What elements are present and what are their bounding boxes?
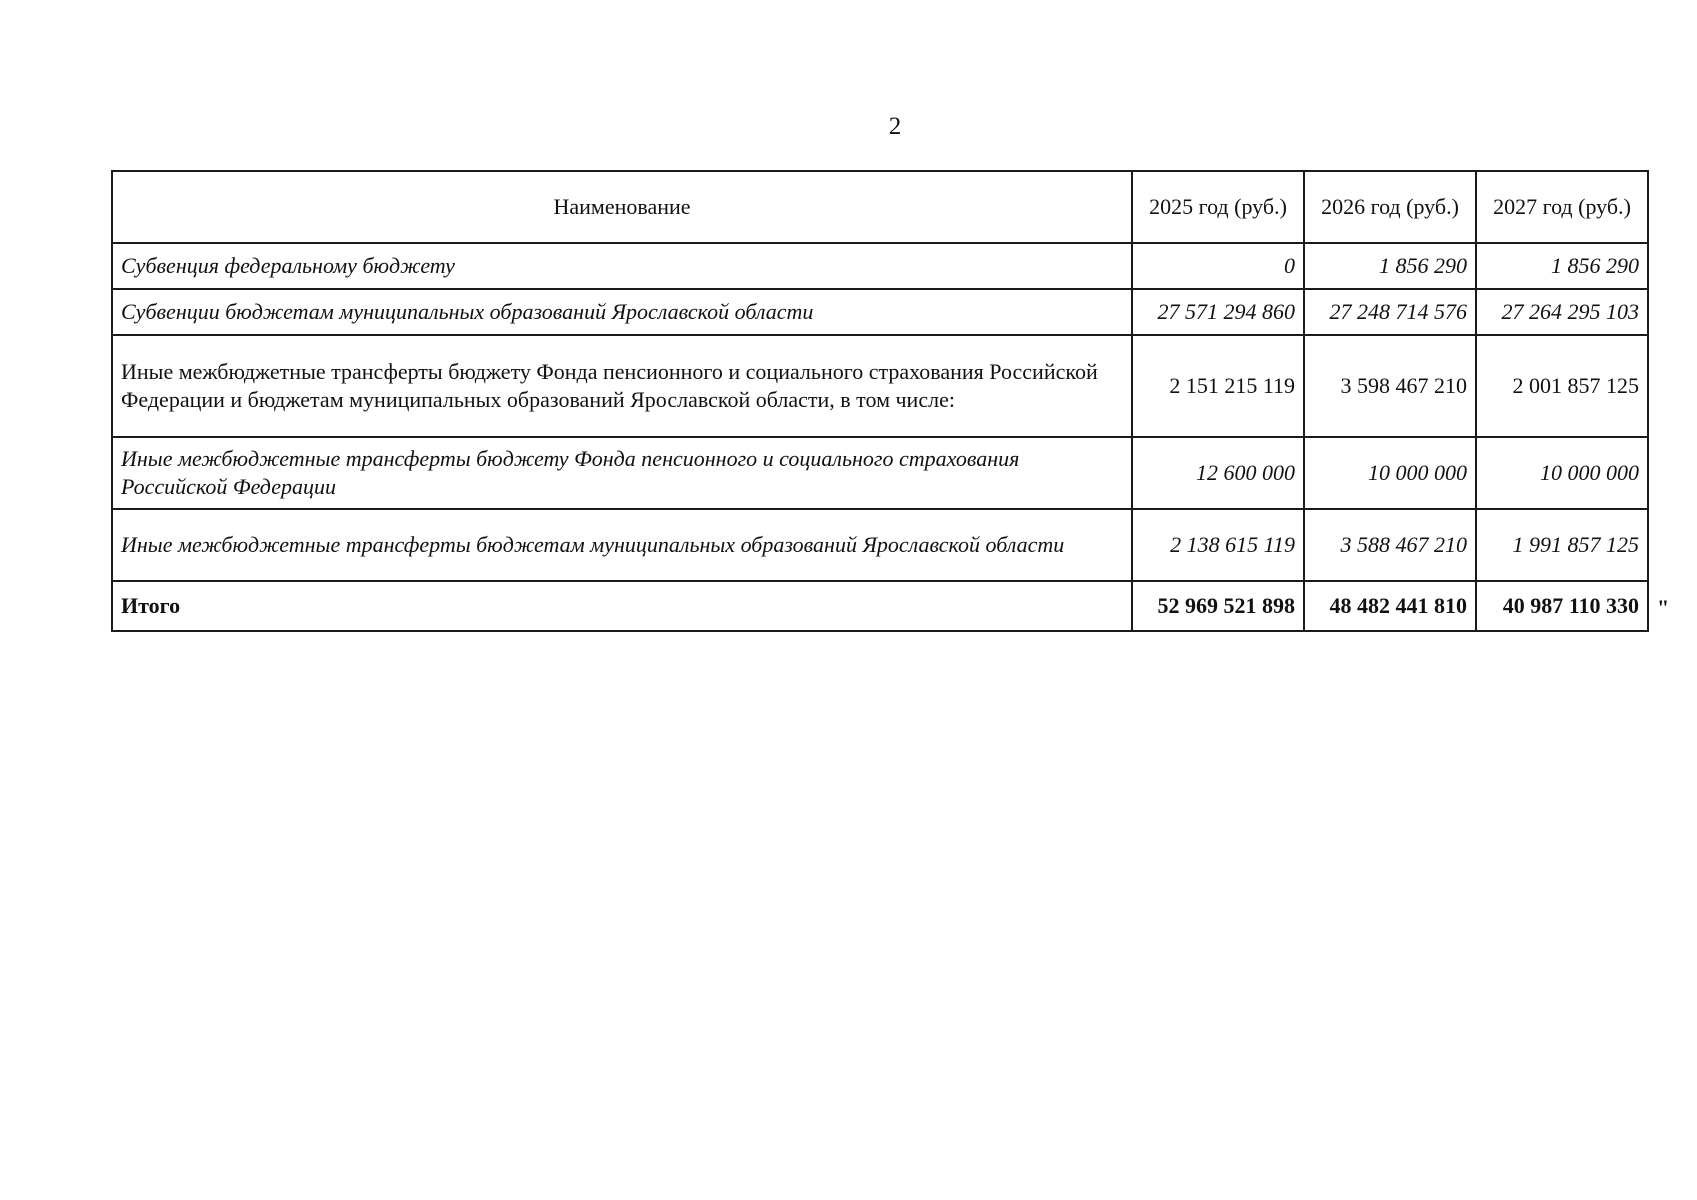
row-name: Иные межбюджетные трансферты бюджетам муниципальных образований Ярославской области (112, 509, 1132, 581)
total-value-2026: 48 482 441 810 (1304, 581, 1476, 631)
closing-quote: " (1657, 595, 1670, 620)
row-value-2026: 27 248 714 576 (1304, 289, 1476, 335)
row-value-2025: 12 600 000 (1132, 437, 1304, 509)
table-header-row (112, 171, 1648, 243)
header-2026: 2026 год (руб.) (1304, 171, 1476, 243)
row-value-2026: 1 856 290 (1304, 243, 1476, 289)
row-value-2027: 1 991 857 125 (1476, 509, 1648, 581)
row-name: Иные межбюджетные трансферты бюджету Фонда пенсионного и социального страхования Российской Федерации и бюджетам муниципальных образований Ярославской области, в том числе: (112, 335, 1132, 437)
table-row (112, 335, 1648, 437)
table-row (112, 509, 1648, 581)
table-row (112, 289, 1648, 335)
row-value-2025: 2 138 615 119 (1132, 509, 1304, 581)
row-value-2026: 3 588 467 210 (1304, 509, 1476, 581)
table-row (112, 243, 1648, 289)
header-name: Наименование (112, 171, 1132, 243)
table-row (112, 437, 1648, 509)
row-value-2027: 10 000 000 (1476, 437, 1648, 509)
total-value-2025: 52 969 521 898 (1132, 581, 1304, 631)
header-2025: 2025 год (руб.) (1132, 171, 1304, 243)
page-number: 2 (888, 113, 902, 140)
total-row (112, 581, 1648, 631)
row-value-2025: 27 571 294 860 (1132, 289, 1304, 335)
row-name: Субвенция федеральному бюджету (112, 243, 1132, 289)
total-value-2027: 40 987 110 330 (1476, 581, 1648, 631)
row-value-2025: 0 (1132, 243, 1304, 289)
row-name: Иные межбюджетные трансферты бюджету Фонда пенсионного и социального страхования Российской Федерации (112, 437, 1132, 509)
row-value-2027: 1 856 290 (1476, 243, 1648, 289)
budget-table (111, 170, 1649, 632)
row-value-2026: 3 598 467 210 (1304, 335, 1476, 437)
row-value-2025: 2 151 215 119 (1132, 335, 1304, 437)
row-value-2027: 2 001 857 125 (1476, 335, 1648, 437)
row-value-2027: 27 264 295 103 (1476, 289, 1648, 335)
row-value-2026: 10 000 000 (1304, 437, 1476, 509)
row-name: Субвенции бюджетам муниципальных образований Ярославской области (112, 289, 1132, 335)
header-2027: 2027 год (руб.) (1476, 171, 1648, 243)
total-label: Итого (112, 581, 1132, 631)
